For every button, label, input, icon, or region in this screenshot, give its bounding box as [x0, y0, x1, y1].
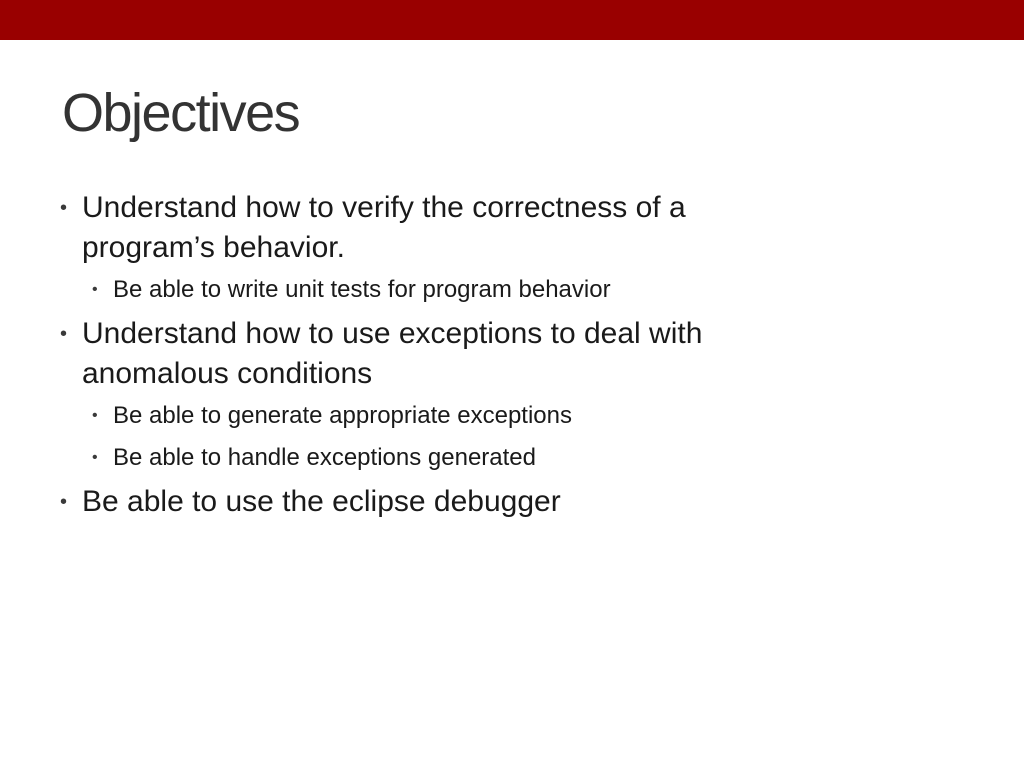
sub-bullet-item: [92, 272, 820, 308]
bullet-item: [60, 188, 820, 308]
sub-bullet-item: [92, 440, 820, 476]
top-accent-bar: [0, 0, 1024, 40]
bullet-list: [60, 188, 820, 528]
bullet-dot-icon: •: [60, 323, 68, 345]
sub-bullet-text: Be able to generate appropriate exceptions: [113, 402, 572, 429]
sub-bullet-dot-icon: •: [92, 449, 98, 466]
bullet-text: Understand how to verify the correctness of a program’s behavior.: [82, 191, 686, 264]
sub-bullet-text: Be able to handle exceptions generated: [113, 444, 536, 471]
sub-bullet-text: Be able to write unit tests for program behavior: [113, 276, 611, 303]
bullet-dot-icon: •: [60, 491, 68, 513]
bullet-dot-icon: •: [60, 197, 68, 219]
sub-bullet-list: [82, 272, 820, 308]
sub-bullet-item: [92, 398, 820, 434]
sub-bullet-dot-icon: •: [92, 281, 98, 298]
bullet-item: [60, 482, 820, 522]
sub-bullet-dot-icon: •: [92, 407, 98, 424]
bullet-item: [60, 314, 820, 476]
sub-bullet-list: [82, 398, 820, 476]
bullet-text: Be able to use the eclipse debugger: [82, 485, 561, 518]
slide-title: Objectives: [62, 83, 300, 143]
bullet-text: Understand how to use exceptions to deal with anomalous conditions: [82, 317, 703, 390]
